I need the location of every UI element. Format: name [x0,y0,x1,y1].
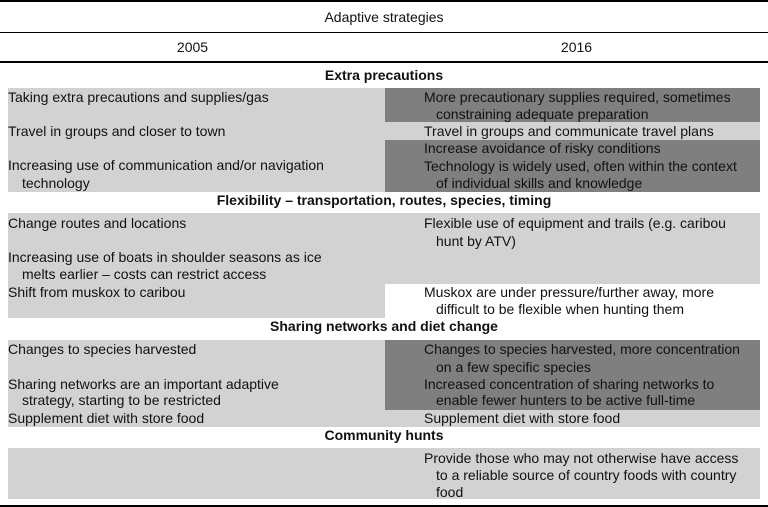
table-title: Adaptive strategies [324,9,444,25]
table-cell: Changes to species harvested [8,341,197,357]
table-cell: of individual skills and knowledge [436,175,643,191]
table-cell: Flexible use of equipment and trails (e.g. caribou [424,215,726,231]
table-cell: Increasing use of communication and/or navigation [8,157,324,173]
table-cell: constraining adequate preparation [436,106,649,122]
table-cell: Technology is widely used, often within the context [424,158,737,174]
column-header-2016: 2016 [560,39,593,55]
table-cell: Increased concentration of sharing networks to [424,376,715,392]
table-cell: on a few specific species [436,359,591,375]
table-cell: Supplement diet with store food [8,410,205,426]
section-title-extra-precautions: Extra precautions [324,67,444,83]
table-cell: Changes to species harvested, more concentration [424,341,740,357]
table-top-rule [0,0,768,2]
section-title-community-hunts: Community hunts [324,427,444,443]
table-cell: Shift from muskox to caribou [8,284,186,300]
section-title-flexibility: Flexibility – transportation, routes, species, timing [216,192,552,208]
column-header-2005: 2005 [176,39,209,55]
table-cell: Provide those who may not otherwise have access [424,450,739,466]
table-cell: melts earlier – costs can restrict access [22,266,267,282]
table-cell: Sharing networks are an important adaptive [8,376,279,392]
table-cell: to a reliable source of country foods with country [436,467,737,483]
table-cell: Increasing use of boats in shoulder seasons as ice [8,249,322,265]
header-rule [0,32,768,33]
table-cell: Increase avoidance of risky conditions [424,140,661,156]
table-cell: More precautionary supplies required, sometimes [424,89,731,105]
section-title-sharing-networks: Sharing networks and diet change [270,318,498,334]
table-cell: Taking extra precautions and supplies/gas [8,89,269,105]
table-cell: Supplement diet with store food [424,410,621,426]
table-cell: Muskox are under pressure/further away, more [424,284,714,300]
table-cell: strategy, starting to be restricted [22,392,221,408]
table-cell: technology [22,175,90,191]
table-cell: Travel in groups and closer to town [8,123,226,139]
table-cell: Travel in groups and communicate travel plans [424,123,714,139]
table-cell: enable fewer hunters to be active full-time [436,392,696,408]
table-cell: hunt by ATV) [436,233,516,249]
header-bottom-rule [0,61,768,63]
table-cell: difficult to be flexible when hunting them [436,301,685,317]
table-cell: food [436,484,464,500]
table-cell: Change routes and locations [8,215,187,231]
